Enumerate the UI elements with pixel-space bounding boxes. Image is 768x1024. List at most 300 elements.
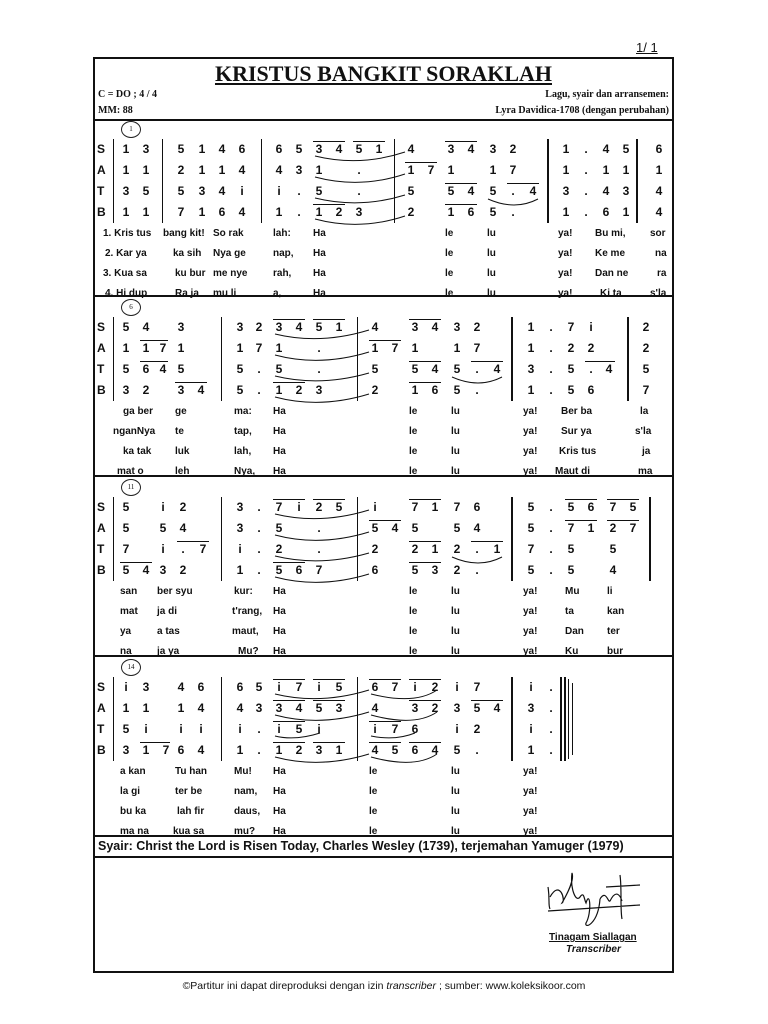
lyric-syllable: ma: [234,406,252,417]
lyric-syllable: Mu [565,586,580,597]
note: 6 [431,383,439,397]
note: 7 [509,163,517,177]
lyric-syllable: mat o [117,466,144,477]
measure-marker: 1 [121,121,141,138]
note: 1 [431,542,439,556]
note: 7 [473,680,481,694]
lyric-syllable: lu [451,446,460,457]
credit-source: Lyra Davidica-1708 (dengan perubahan) [495,105,669,116]
note: 2 [642,320,650,334]
lyric-syllable: ya! [523,646,538,657]
note: 4 [179,521,187,535]
note: . [549,743,553,757]
note: i [144,722,148,736]
lyric-syllable: lu [487,248,496,259]
note: 1 [198,142,206,156]
lyric-syllable: sor [650,228,666,239]
note: 4 [391,521,399,535]
note: 3 [562,184,570,198]
lyric-syllable: Ha [313,288,326,299]
lyric-syllable: lu [451,826,460,837]
note: 5 [411,362,419,376]
footer-italic: transcriber [386,980,437,992]
voice-label-t: T [97,362,105,376]
note: 5 [177,362,185,376]
note: 1 [198,205,206,219]
note: 1 [489,163,497,177]
note: 5 [371,521,379,535]
note: 5 [275,563,283,577]
note: 1 [142,743,150,757]
note: . [511,184,515,198]
note: 4 [467,142,475,156]
song-title: KRISTUS BANGKIT SORAKLAH [214,61,552,86]
lyric-syllable: kan [607,606,625,617]
lyric-syllable: na [120,646,132,657]
note: 3 [622,184,630,198]
note: 2 [642,341,650,355]
lyric-syllable: ya! [523,426,538,437]
lyric-syllable: lu [451,606,460,617]
note: 1 [142,163,150,177]
note: 5 [236,362,244,376]
measure-marker: 6 [121,299,141,316]
note: 4 [655,205,663,219]
note: . [317,542,321,556]
note: 6 [411,743,419,757]
lyric-syllable: Mu! [234,766,252,777]
note: 1 [122,142,130,156]
note: 5 [411,521,419,535]
note: 1 [407,163,415,177]
note: . [257,521,261,535]
note: 7 [295,680,303,694]
lyric-syllable: ra [657,268,667,279]
note: 2 [295,383,303,397]
note: 3 [411,320,419,334]
note: 4 [197,383,205,397]
lyric-syllable: Ha [273,466,286,477]
slurs [95,297,675,407]
lyric-syllable: le [409,466,418,477]
note: 5 [295,142,303,156]
note: 4 [238,205,246,219]
key-signature: C = DO ; 4 / 4 [98,89,158,100]
note: 3 [453,701,461,715]
slurs [95,477,675,587]
note: 2 [255,320,263,334]
note: . [549,563,553,577]
note: 5 [122,722,130,736]
voice-label-b: B [97,205,106,219]
note: 5 [473,701,481,715]
lyric-syllable: nam, [234,786,258,797]
lyric-syllable: nap, [273,248,294,259]
lyric-syllable: le [445,288,454,299]
lyric-syllable: Nya, [234,466,256,477]
voice-label-s: S [97,142,106,156]
voice-label-t: T [97,184,105,198]
lyric-syllable: lu [451,786,460,797]
lyric-syllable: ta [565,606,574,617]
lyric-syllable: lu [451,586,460,597]
note: 2 [431,701,439,715]
note: i [161,500,165,514]
note: 4 [602,184,610,198]
note: 7 [527,542,535,556]
lyric-syllable: le [369,826,378,837]
note: . [257,722,261,736]
note: 5 [453,743,461,757]
note: 5 [315,184,323,198]
note: 5 [411,563,419,577]
note: 5 [122,521,130,535]
note: . [475,542,479,556]
note: i [589,320,593,334]
note: 4 [431,743,439,757]
lyric-syllable: ya! [523,606,538,617]
note: 7 [162,743,170,757]
note: 1 [622,163,630,177]
lyric-syllable: lu [451,806,460,817]
note: i [124,680,128,694]
note: 6 [655,142,663,156]
lyric-syllable: t'rang, [232,606,263,617]
lyric-syllable: le [409,406,418,417]
score-frame [93,57,674,973]
note: i [529,680,533,694]
note: 5 [609,542,617,556]
note: . [475,743,479,757]
note: 3 [355,205,363,219]
note: 2 [453,542,461,556]
note: 3 [315,743,323,757]
note: 1 [218,163,226,177]
note: 4 [371,743,379,757]
lyric-syllable: lah, [234,446,252,457]
note: 1 [122,205,130,219]
lyric-syllable: Ha [273,826,286,837]
note: 5 [527,563,535,577]
note: 1 [411,341,419,355]
note: 4 [493,362,501,376]
lyric-syllable: ka sih [173,248,202,259]
note: . [317,362,321,376]
note: 2 [315,500,323,514]
note: 5 [622,142,630,156]
note: 5 [142,184,150,198]
lyric-syllable: Ki ta [600,288,622,299]
note: 3 [142,680,150,694]
note: 6 [371,680,379,694]
lyric-syllable: ya! [523,406,538,417]
note: 1 [142,341,150,355]
note: 1 [236,341,244,355]
note: 1 [275,743,283,757]
note: 1 [453,341,461,355]
note: 5 [122,500,130,514]
note: 4 [142,563,150,577]
note: i [277,184,281,198]
note: 1 [122,341,130,355]
note: . [549,362,553,376]
note: 5 [159,521,167,535]
note: i [317,680,321,694]
page-number: 1/ 1 [636,40,658,55]
lyric-syllable: ter [607,626,620,637]
note: 4 [493,701,501,715]
note: 4 [609,563,617,577]
note: 1 [275,383,283,397]
lyric-syllable: le [445,228,454,239]
note: . [257,542,261,556]
note: 3 [275,701,283,715]
note: 2 [179,563,187,577]
lyric-syllable: le [369,786,378,797]
note: 4 [159,362,167,376]
note: 2 [453,563,461,577]
note: 4 [473,521,481,535]
lyric-syllable: san [120,586,138,597]
note: 4 [431,362,439,376]
note: 1 [275,341,283,355]
lyric-syllable: Ku [565,646,579,657]
lyric-syllable: ya! [523,586,538,597]
lyric-syllable: ge [175,406,187,417]
note: 1 [236,563,244,577]
lyric-syllable: Nya ge [213,248,246,259]
note: 4 [467,184,475,198]
note: 5 [177,142,185,156]
note: . [549,383,553,397]
lyric-syllable: la [640,406,649,417]
lyric-syllable: ya! [558,248,573,259]
lyric-syllable: lu [451,626,460,637]
lyric-syllable: 1. Kris tus [103,228,152,239]
note: 5 [355,142,363,156]
note: 5 [122,320,130,334]
note: 1 [562,205,570,219]
lyric-syllable: Ha [313,268,326,279]
note: 1 [122,701,130,715]
note: 7 [473,341,481,355]
lyric-syllable: le [409,426,418,437]
lyric-syllable: Ha [313,248,326,259]
note: 7 [427,163,435,177]
note: 6 [587,500,595,514]
lyric-syllable: le [369,766,378,777]
lyric-syllable: 4. Hi dup [105,288,148,299]
note: 1 [411,383,419,397]
lyric-syllable: Ha [273,786,286,797]
lyric-syllable: Kris tus [559,446,597,457]
lyric-syllable: Ha [273,646,286,657]
note: . [511,205,515,219]
note: 3 [453,320,461,334]
note: 7 [159,341,167,355]
note: 6 [467,205,475,219]
note: 2 [142,383,150,397]
note: 4 [177,680,185,694]
note: 1 [431,500,439,514]
lyric-syllable: mu li [213,288,237,299]
note: 7 [391,341,399,355]
note: 2 [567,341,575,355]
note: 5 [453,521,461,535]
note: i [277,680,281,694]
note: . [549,500,553,514]
note: 2 [275,542,283,556]
note: 3 [255,701,263,715]
note: 3 [236,521,244,535]
note: 2 [177,163,185,177]
note: 1 [622,205,630,219]
note: 1 [447,163,455,177]
transcriber-name: Tinagam Siallagan [549,932,637,943]
note: . [584,142,588,156]
note: 1 [315,205,323,219]
system-4 [95,657,672,835]
note: 5 [567,383,575,397]
note: 1 [142,701,150,715]
note: 1 [142,205,150,219]
note: 1 [177,701,185,715]
note: 7 [275,500,283,514]
lyric-syllable: Ha [273,806,286,817]
note: 6 [602,205,610,219]
note: 1 [493,542,501,556]
note: 2 [335,205,343,219]
tempo: MM: 88 [98,105,133,116]
lyric-syllable: ya! [523,826,538,837]
note: 7 [609,500,617,514]
note: . [257,383,261,397]
lyric-syllable: ter be [175,786,203,797]
note: 7 [567,521,575,535]
note: 7 [629,521,637,535]
lyric-syllable: ya! [523,766,538,777]
lyric-syllable: Mu? [238,646,259,657]
note: . [297,205,301,219]
note: 5 [335,500,343,514]
note: 6 [587,383,595,397]
note: 3 [527,701,535,715]
note: 2 [609,521,617,535]
note: 2 [407,205,415,219]
note: i [238,542,242,556]
voice-label-b: B [97,563,106,577]
note: 2 [587,341,595,355]
lyric-syllable: le [369,806,378,817]
system-3 [95,477,672,655]
note: 5 [489,184,497,198]
note: 7 [391,722,399,736]
note: 5 [489,205,497,219]
note: . [297,184,301,198]
lyric-syllable: ku bur [175,268,206,279]
note: i [529,722,533,736]
note: 1 [527,341,535,355]
lyric-syllable: Ha [273,766,286,777]
note: 1 [275,205,283,219]
note: 5 [255,680,263,694]
note: . [549,542,553,556]
lyric-syllable: lah: [273,228,291,239]
note: 4 [602,142,610,156]
lyric-syllable: Ha [273,626,286,637]
note: 1 [122,163,130,177]
lyric-syllable: bu ka [120,806,147,817]
lyric-syllable: mat [120,606,138,617]
note: . [181,542,185,556]
lyric-syllable: lu [451,646,460,657]
note: 1 [655,163,663,177]
note: 6 [236,680,244,694]
note: i [455,680,459,694]
note: i [317,722,321,736]
note: 1 [587,521,595,535]
note: 6 [238,142,246,156]
note: 6 [295,563,303,577]
note: 1 [527,320,535,334]
note: 7 [199,542,207,556]
note: 5 [527,500,535,514]
note: 1 [177,341,185,355]
note: . [257,743,261,757]
voice-label-a: A [97,341,106,355]
transcriber-role: Transcriber [566,944,621,955]
lyric-syllable: na [655,248,667,259]
note: 7 [391,680,399,694]
note: 3 [315,383,323,397]
note: 1 [335,743,343,757]
lyric-syllable: ya [120,626,132,637]
voice-label-b: B [97,743,106,757]
note: 4 [407,142,415,156]
note: 3 [177,320,185,334]
note: 2 [473,320,481,334]
note: 6 [371,563,379,577]
note: . [257,500,261,514]
lyrics-credit: Syair: Christ the Lord is Risen Today, Charles Wesley (1739), terjemahan Yamuger (1979) [98,839,624,853]
note: . [475,383,479,397]
lyric-syllable: Dan [565,626,584,637]
note: . [475,563,479,577]
lyric-syllable: bur [607,646,624,657]
lyric-syllable: lu [451,766,460,777]
voice-label-s: S [97,500,106,514]
note: 4 [371,701,379,715]
note: 1 [527,743,535,757]
note: . [549,341,553,355]
lyric-syllable: ja ya [157,646,180,657]
voice-label-s: S [97,320,106,334]
note: 5 [371,362,379,376]
note: 1 [562,163,570,177]
lyric-syllable: maut, [232,626,259,637]
lyric-syllable: Maut di [555,466,590,477]
voice-label-t: T [97,722,105,736]
note: 5 [453,383,461,397]
lyric-syllable: ya! [523,446,538,457]
note: 4 [142,320,150,334]
lyric-syllable: lah fir [177,806,205,817]
lyric-syllable: ma na [120,826,149,837]
note: 3 [236,500,244,514]
voice-label-a: A [97,701,106,715]
note: 4 [197,701,205,715]
note: 7 [177,205,185,219]
